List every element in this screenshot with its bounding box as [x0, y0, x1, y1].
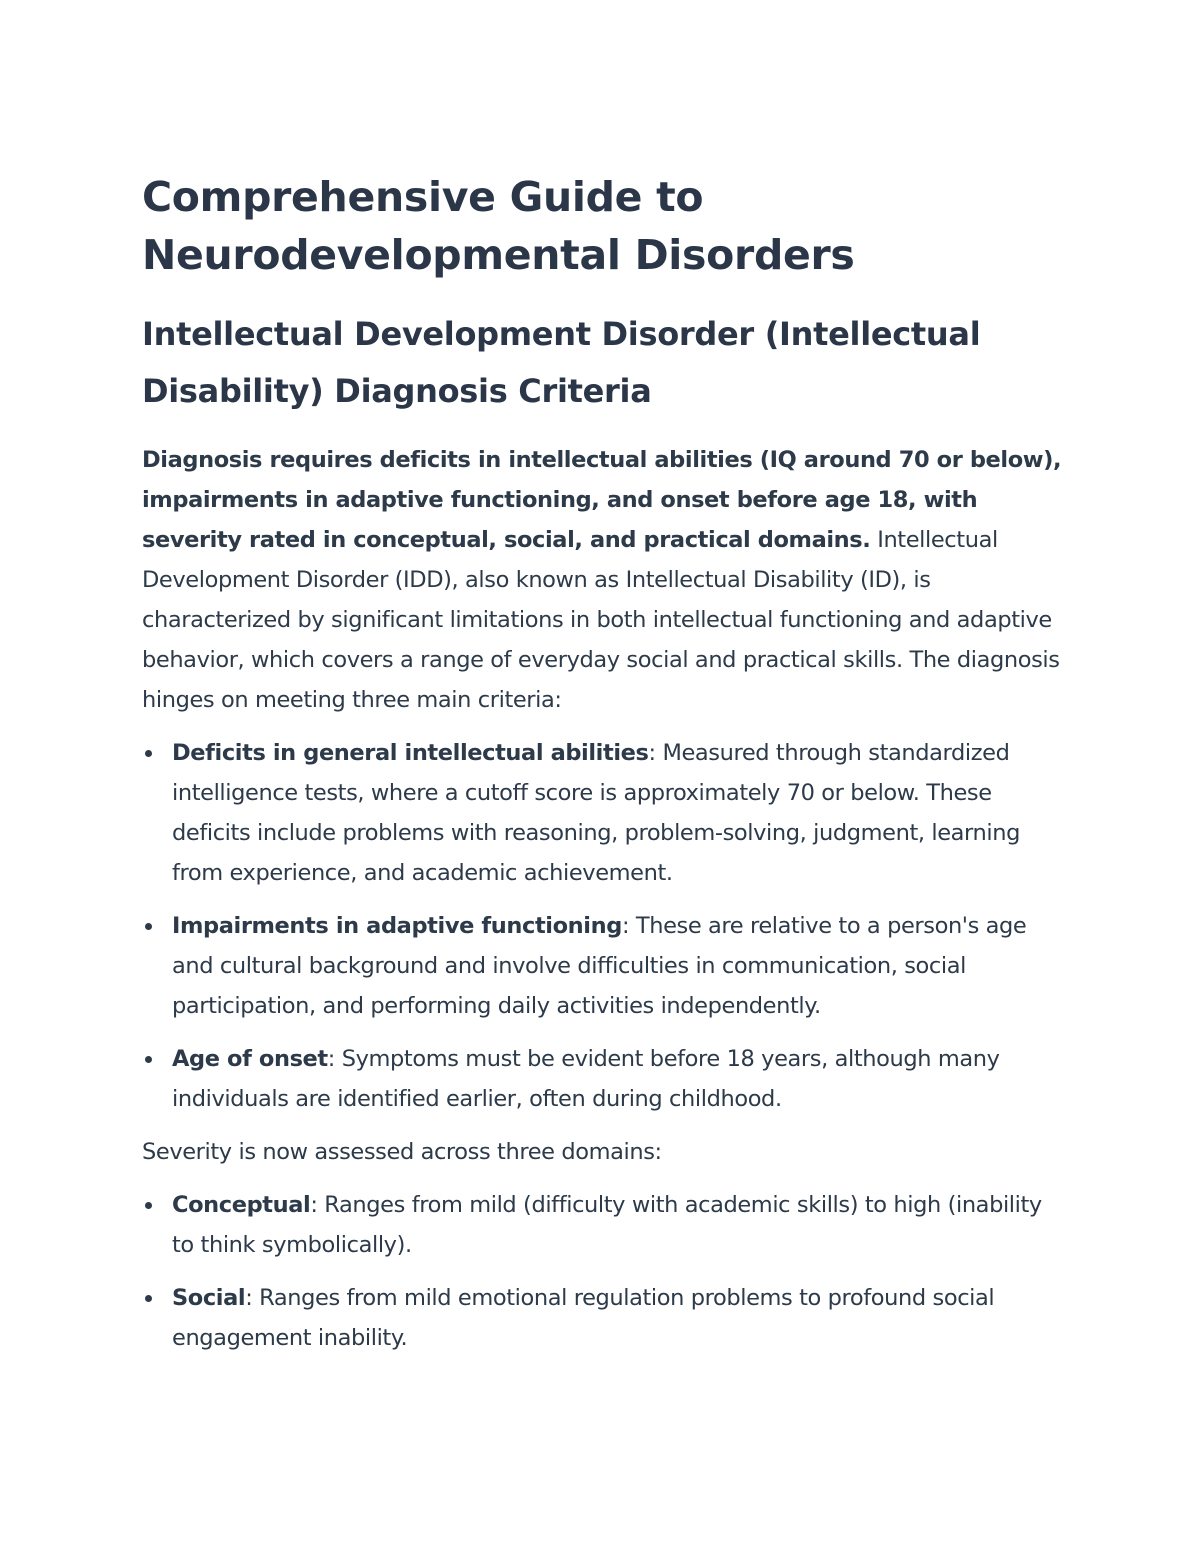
- bullet-icon: [145, 750, 152, 757]
- document-page: [142, 168, 1067, 1371]
- bullet-icon: [145, 1056, 152, 1063]
- bullet-icon: [145, 1295, 152, 1302]
- criterion-text: : Measured through standardized intelligence tests, where a cutoff score is approximately 70 or below. These deficits include problems with reasoning, problem-solving, judgment, learning from experience, and academic achievement.: [172, 740, 1020, 886]
- bullet-icon: [145, 923, 152, 930]
- criterion-text: : Symptoms must be evident before 18 years, although many individuals are identified earlier, often during childhood.: [172, 1046, 1000, 1112]
- list-item-criterion-onset: [142, 1039, 1067, 1119]
- domain-term: Conceptual: [172, 1192, 311, 1218]
- domains-list: [142, 1185, 1067, 1358]
- severity-intro: Severity is now assessed across three domains:: [142, 1139, 662, 1165]
- criterion-term: Age of onset: [172, 1046, 328, 1072]
- criterion-term: Deficits in general intellectual abilities: [172, 740, 649, 766]
- intro-text: Intellectual Development Disorder (IDD), also known as Intellectual Disability (ID), is characterized by significant limitations in both intellectual functioning and adaptive behavior, which covers a range of everyday social and practical skills. The diagnosis hinges on meeting three main criteria:: [142, 527, 1060, 713]
- domain-text: : Ranges from mild (difficulty with academic skills) to high (inability to think symbolically).: [172, 1192, 1042, 1258]
- list-item-domain-social: [142, 1278, 1067, 1358]
- intro-paragraph: [142, 440, 1067, 720]
- list-item-criterion-intellectual: [142, 733, 1067, 893]
- criterion-text: : These are relative to a person's age and cultural background and involve difficulties in communication, social participation, and performing daily activities independently.: [172, 913, 1027, 1019]
- bullet-icon: [145, 1202, 152, 1209]
- domain-text: : Ranges from mild emotional regulation problems to profound social engagement inability.: [172, 1285, 995, 1351]
- criterion-term: Impairments in adaptive functioning: [172, 913, 622, 939]
- document-title-line-1: Comprehensive Guide to: [142, 173, 704, 221]
- section-heading: Intellectual Development Disorder (Intellectual Disability) Diagnosis Criteria: [142, 315, 981, 410]
- criteria-list: [142, 733, 1067, 1119]
- document-title-line-2: Neurodevelopmental Disorders: [142, 231, 855, 279]
- document-title: [142, 168, 1067, 284]
- list-item-domain-conceptual: [142, 1185, 1067, 1265]
- summary-bold-text: Diagnosis requires deficits in intellectual abilities (IQ around 70 or below), impairments in adaptive functioning, and onset before age 18, with severity rated in conceptual, social, and practical domains.: [142, 447, 1062, 553]
- list-item-criterion-adaptive: [142, 906, 1067, 1026]
- domain-term: Social: [172, 1285, 246, 1311]
